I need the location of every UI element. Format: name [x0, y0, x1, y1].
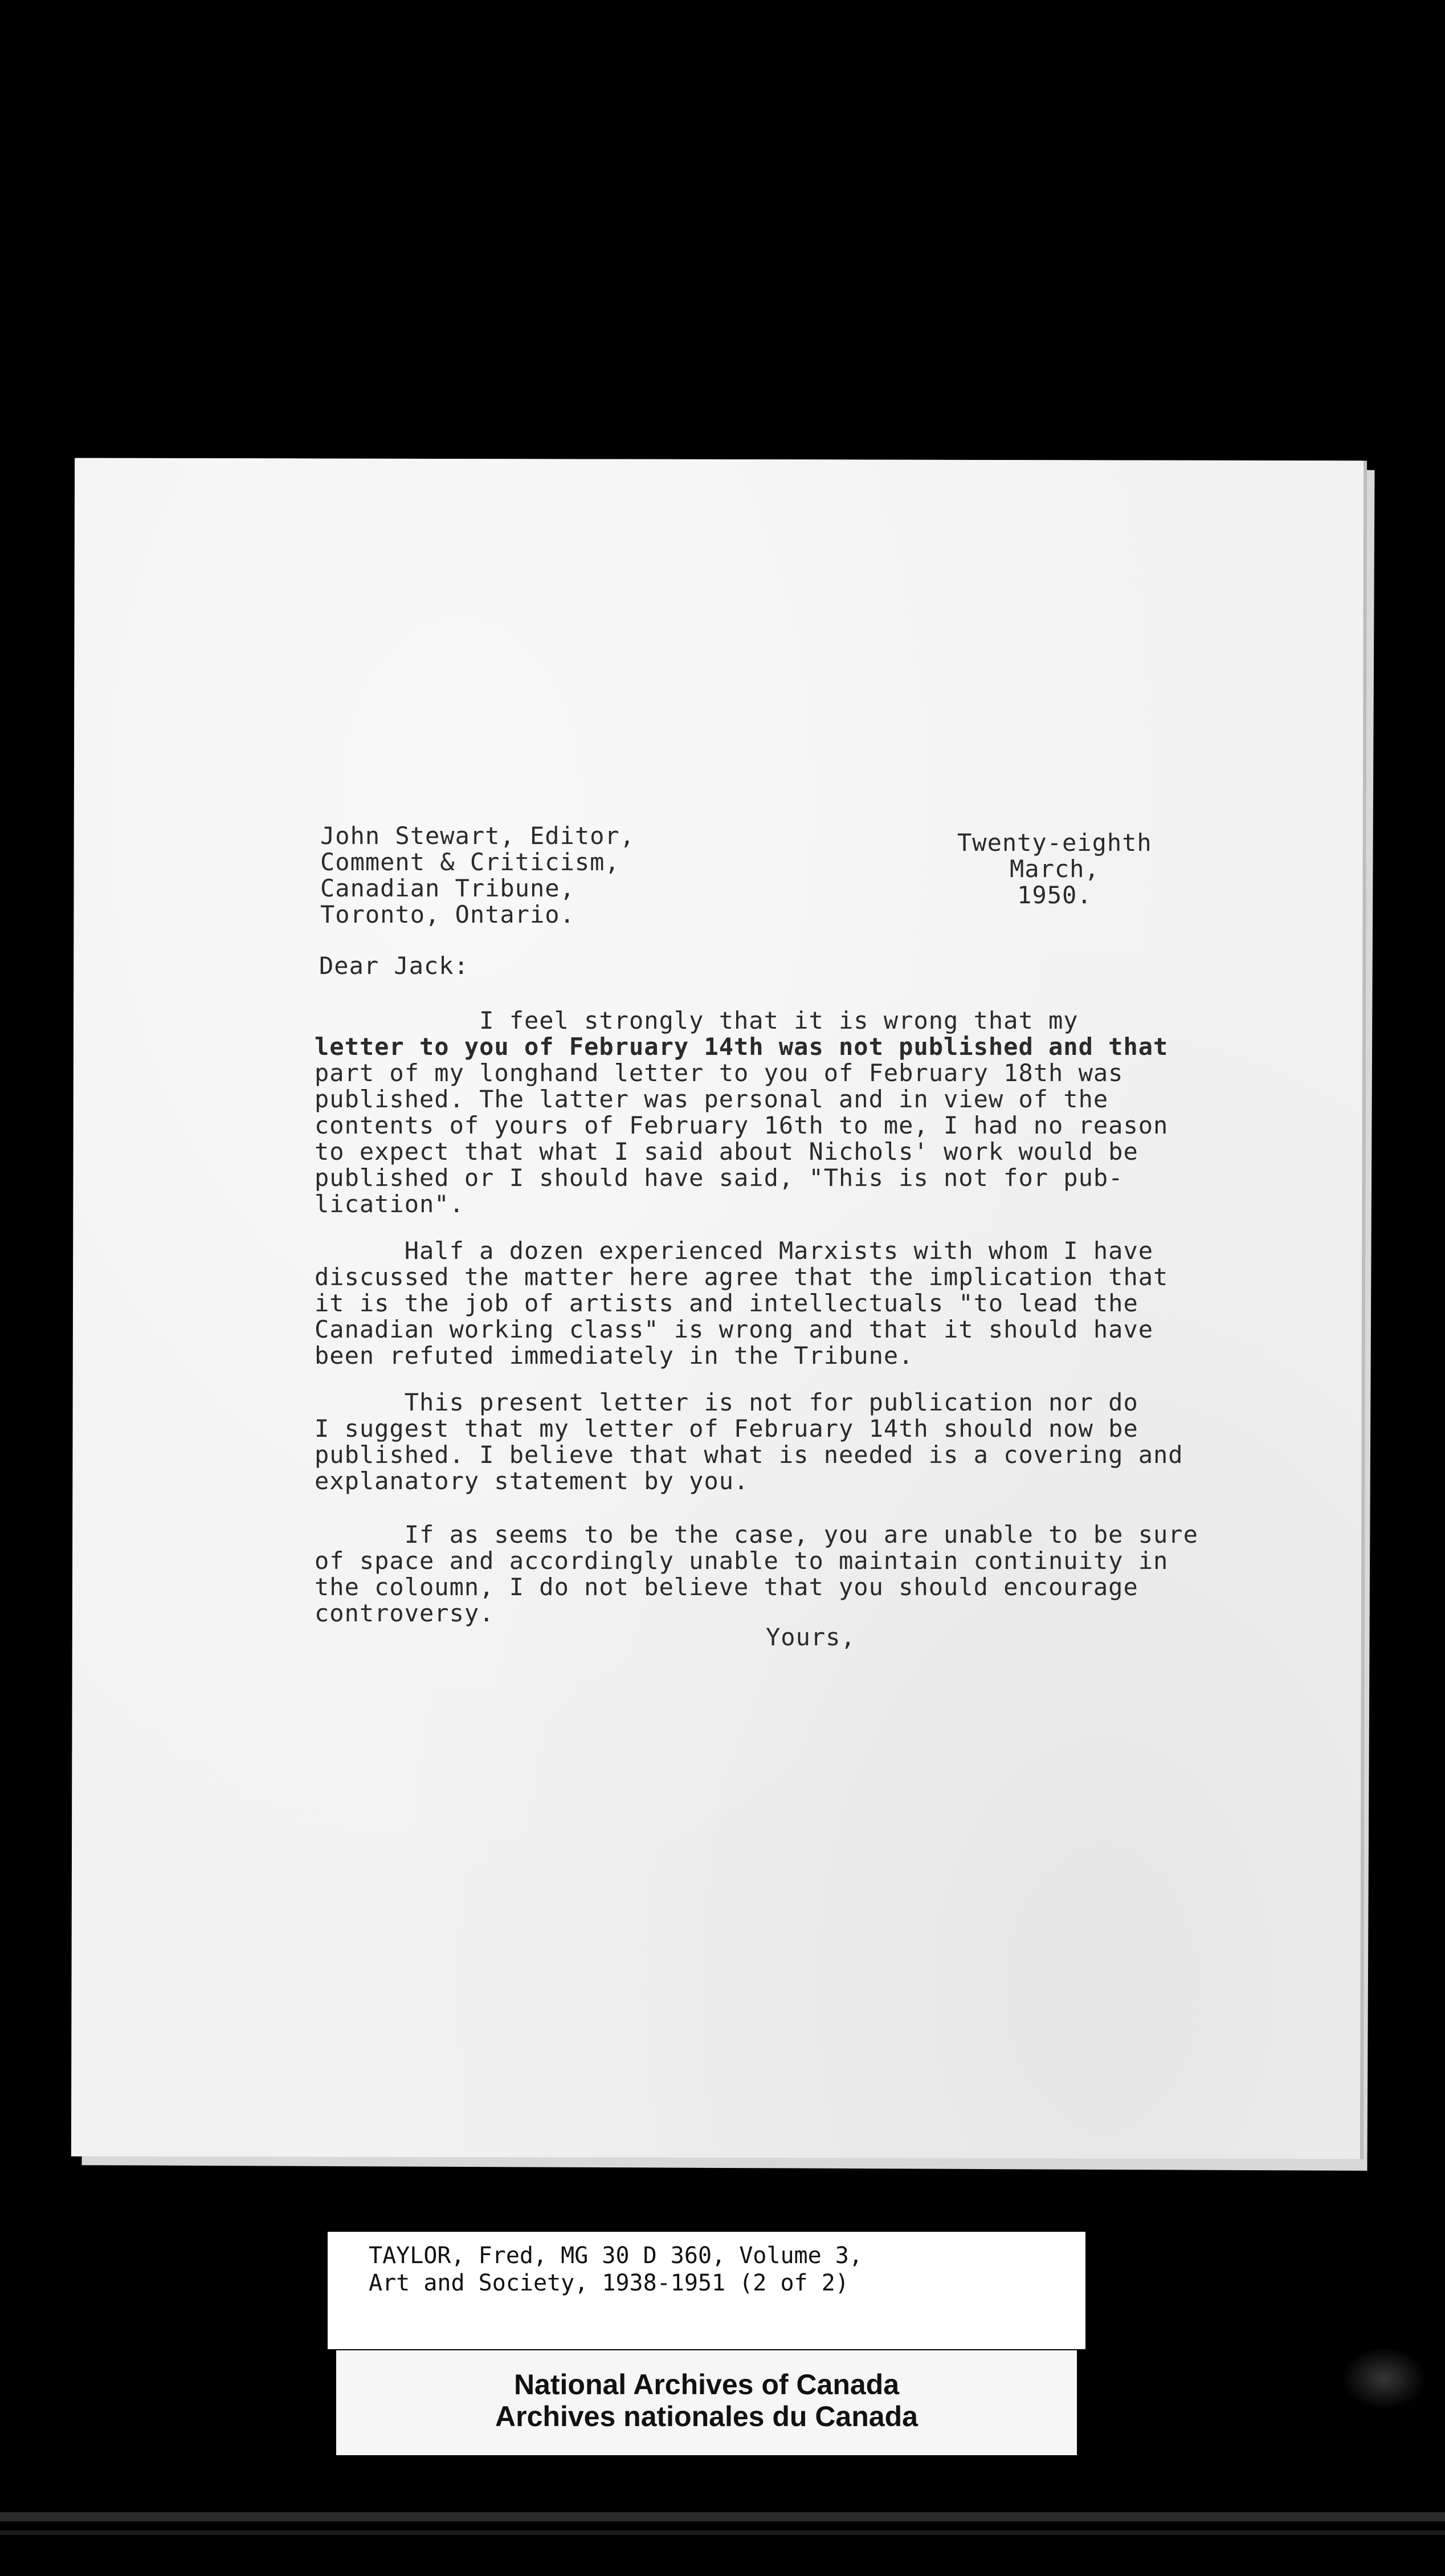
paragraph-line: it is the job of artists and intellectuals "to lead the	[315, 1289, 1138, 1317]
paragraph-line: of space and accordingly unable to maintain continuity in	[315, 1547, 1169, 1575]
addressee-line: Comment & Criticism,	[320, 848, 620, 876]
paragraph-line: This present letter is not for publication nor do	[315, 1388, 1138, 1416]
archive-reference-label	[328, 2232, 1085, 2349]
paragraph-line: Half a dozen experienced Marxists with whom I have	[315, 1237, 1154, 1265]
paragraph-line: controversy.	[315, 1599, 495, 1627]
paragraph-line: published or I should have said, "This is not for pub-	[315, 1164, 1124, 1192]
paragraph-line: letter to you of February 14th was not published and that	[315, 1033, 1169, 1061]
institution-text	[336, 2369, 1077, 2432]
salutation: Dear Jack:	[319, 952, 469, 980]
addressee-line: John Stewart, Editor,	[320, 822, 635, 850]
addressee-line: Canadian Tribune,	[320, 874, 575, 902]
film-edge	[0, 2530, 1445, 2535]
date-block	[957, 830, 1152, 908]
paragraph-line: published. I believe that what is needed is a covering and	[315, 1441, 1183, 1469]
paragraph-line: I suggest that my letter of February 14th should now be	[315, 1415, 1138, 1442]
reference-line: Art and Society, 1938-1951 (2 of 2)	[369, 2270, 849, 2296]
paragraph-line: contents of yours of February 16th to me, I had no reason	[315, 1111, 1169, 1139]
date-line: March,	[1010, 855, 1100, 883]
paragraph-line: the coloumn, I do not believe that you should encourage	[315, 1573, 1138, 1601]
closing: Yours,	[766, 1623, 856, 1651]
addressee-block	[320, 823, 635, 928]
paragraph-line: I feel strongly that it is wrong that my	[315, 1006, 1079, 1034]
paragraph-line: been refuted immediately in the Tribune.	[315, 1342, 914, 1369]
paragraph-4	[315, 1522, 1198, 1627]
paragraph-line: explanatory statement by you.	[315, 1467, 749, 1495]
paragraph-line: If as seems to be the case, you are unable to be sure	[315, 1521, 1198, 1548]
paragraph-line: published. The latter was personal and in view of the	[315, 1085, 1109, 1113]
institution-name-en: National Archives of Canada	[513, 2369, 900, 2400]
paragraph-1	[315, 1008, 1168, 1217]
paragraph-line: Canadian working class" is wrong and that it should have	[315, 1315, 1154, 1343]
addressee-line: Toronto, Ontario.	[320, 900, 575, 928]
date-line: 1950.	[1017, 881, 1092, 909]
institution-name-fr: Archives nationales du Canada	[495, 2400, 918, 2432]
date-line: Twenty-eighth	[957, 829, 1152, 857]
film-edge	[0, 2512, 1445, 2521]
paper-smudge	[1341, 2347, 1427, 2410]
reference-line: TAYLOR, Fred, MG 30 D 360, Volume 3,	[369, 2243, 863, 2269]
paragraph-line: part of my longhand letter to you of February 18th was	[315, 1059, 1124, 1087]
paragraph-line: lication".	[315, 1190, 464, 1218]
paragraph-line: to expect that what I said about Nichols' work would be	[315, 1138, 1138, 1165]
paragraph-line: discussed the matter here agree that the implication that	[315, 1263, 1169, 1291]
paragraph-3	[315, 1389, 1183, 1494]
paragraph-2	[315, 1238, 1168, 1369]
archive-reference-text	[369, 2242, 863, 2297]
institution-label	[336, 2350, 1077, 2455]
